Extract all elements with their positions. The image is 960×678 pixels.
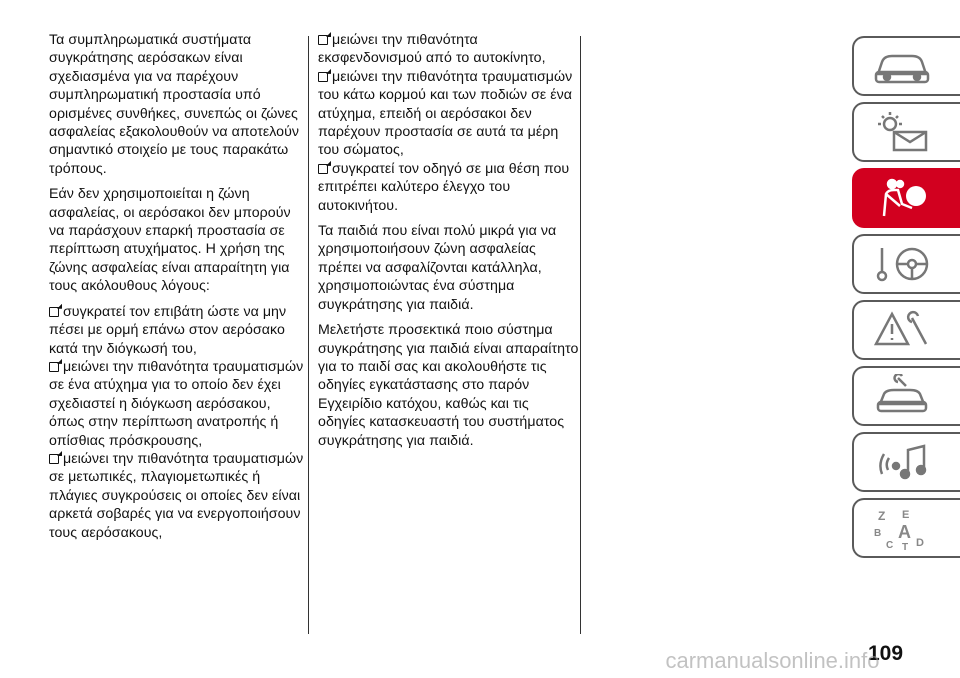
watermark: carmanualsonline.info (665, 648, 880, 673)
paragraph-child-restraint: Τα παιδιά που είναι πολύ μικρά για να χρησιμοποιήσουν ζώνη ασφαλείας πρέπει να ασφαλίζονται κατάλληλα, χρησιμοποιώντας ένα σύστημα συγκράτησης για παιδιά. (318, 223, 557, 313)
bullet-text: μειώνει την πιθανότητα τραυματισμών σε μετωπικές, πλαγιομετωπικές ή πλάγιες συγκρούσεις οι οποίες δεν είναι αρκετά σοβαρές για να ενεργοποιήσουν τους αερόσακους, (49, 450, 304, 541)
svg-text:C: C (886, 540, 894, 550)
svg-text:D: D (916, 537, 924, 549)
alphabetical-index-icon (872, 506, 932, 550)
column-divider (308, 36, 309, 634)
bullet-item (49, 358, 304, 450)
bullet-text: μειώνει την πιθανότητα τραυματισμών του κάτω κορμού και των ποδιών σε ένα ατύχημα, επειδή οι αερόσακοι δεν παρέχουν προστασία σε αυτά τα μέρη του σώματος, (318, 68, 573, 159)
paragraph-child-restraint-instructions: Μελετήστε προσεκτικά ποιο σύστημα συγκράτησης για παιδιά είναι απαραίτητο για το παιδί σας και ακολουθήστε τις οδηγίες εγκατάστασης στο παρόν Εγχειρίδιο κατόχου, καθώς και τις οδηγίες κατασκευαστή του συστήματος συγκράτησης για παιδιά. (318, 322, 579, 449)
tab-car-overview[interactable] (852, 36, 960, 96)
svg-text:T: T (902, 542, 909, 550)
arrow-box-bullet-icon (49, 454, 59, 464)
arrow-box-bullet-icon (318, 72, 328, 82)
column-divider (580, 36, 581, 634)
dashboard-lights-mail-icon (872, 110, 932, 154)
svg-text:E: E (902, 509, 910, 521)
bullet-text: συγκρατεί τον επιβάτη ώστε να μην πέσει με ορμή επάνω στον αερόσακο κατά την διόγκωσή του, (49, 303, 287, 357)
page-number: 109 (868, 642, 904, 665)
right-text-column (318, 31, 580, 457)
arrow-box-bullet-icon (49, 307, 59, 317)
warning-triangle-wrench-icon (872, 308, 932, 352)
bullet-item (318, 68, 580, 160)
tab-dashboard[interactable] (852, 102, 960, 162)
tab-maintenance[interactable] (852, 366, 960, 426)
bullet-text: συγκρατεί τον οδηγό σε μια θέση που επιτρέπει καλύτερο έλεγχο του αυτοκινήτου. (318, 160, 570, 214)
tab-starting-driving[interactable] (852, 234, 960, 294)
seatbelt-airbag-icon (872, 176, 932, 220)
car-icon (872, 44, 932, 88)
tab-safety[interactable] (852, 168, 960, 228)
svg-text:Z: Z (878, 509, 886, 523)
svg-text:B: B (874, 528, 882, 539)
tab-multimedia[interactable] (852, 432, 960, 492)
bullet-item (318, 160, 580, 215)
key-steering-wheel-icon (872, 242, 932, 286)
multimedia-icon (872, 440, 932, 484)
paragraph-airbag-intro: Τα συμπληρωματικά συστήματα συγκράτησης αερόσακων είναι σχεδιασμένα για να παρέχουν συμπληρωματική προστασία υπό ορισμένες συνθήκες, συνεπώς οι ζώνες ασφαλείας εξακολουθούν να αποτελούν σημαντικό στοιχείο με τους παρακάτω τρόπους. (49, 32, 300, 177)
bullet-text: μειώνει την πιθανότητα τραυματισμών σε ένα ατύχημα για το οποίο δεν έχει σχεδιαστεί η διόγκωση αερόσακου, όπως στην περίπτωση ανατροπής ή οπίσθιας πρόσκρουσης, (49, 358, 304, 449)
tab-index[interactable] (852, 498, 960, 558)
svg-text:A: A (898, 522, 911, 542)
paragraph-seatbelt-reasons: Εάν δεν χρησιμοποιείται η ζώνη ασφαλείας, οι αερόσακοι δεν μπορούν να παράσχουν επαρκή προστασία σε περίπτωση ατυχήματος. Η χρήση της ζώνης ασφαλείας είναι απαραίτητη για τους ακόλουθους λόγους: (49, 186, 291, 295)
left-text-column (49, 31, 304, 542)
arrow-box-bullet-icon (318, 35, 328, 45)
bullet-text: μειώνει την πιθανότητα εκσφενδονισμού από το αυτοκίνητο, (318, 32, 546, 67)
arrow-box-bullet-icon (318, 164, 328, 174)
tab-emergency[interactable] (852, 300, 960, 360)
bullet-item (49, 303, 304, 358)
car-maintenance-icon (872, 374, 932, 418)
arrow-box-bullet-icon (49, 362, 59, 372)
bullet-item (318, 31, 580, 68)
bullet-item (49, 450, 304, 542)
